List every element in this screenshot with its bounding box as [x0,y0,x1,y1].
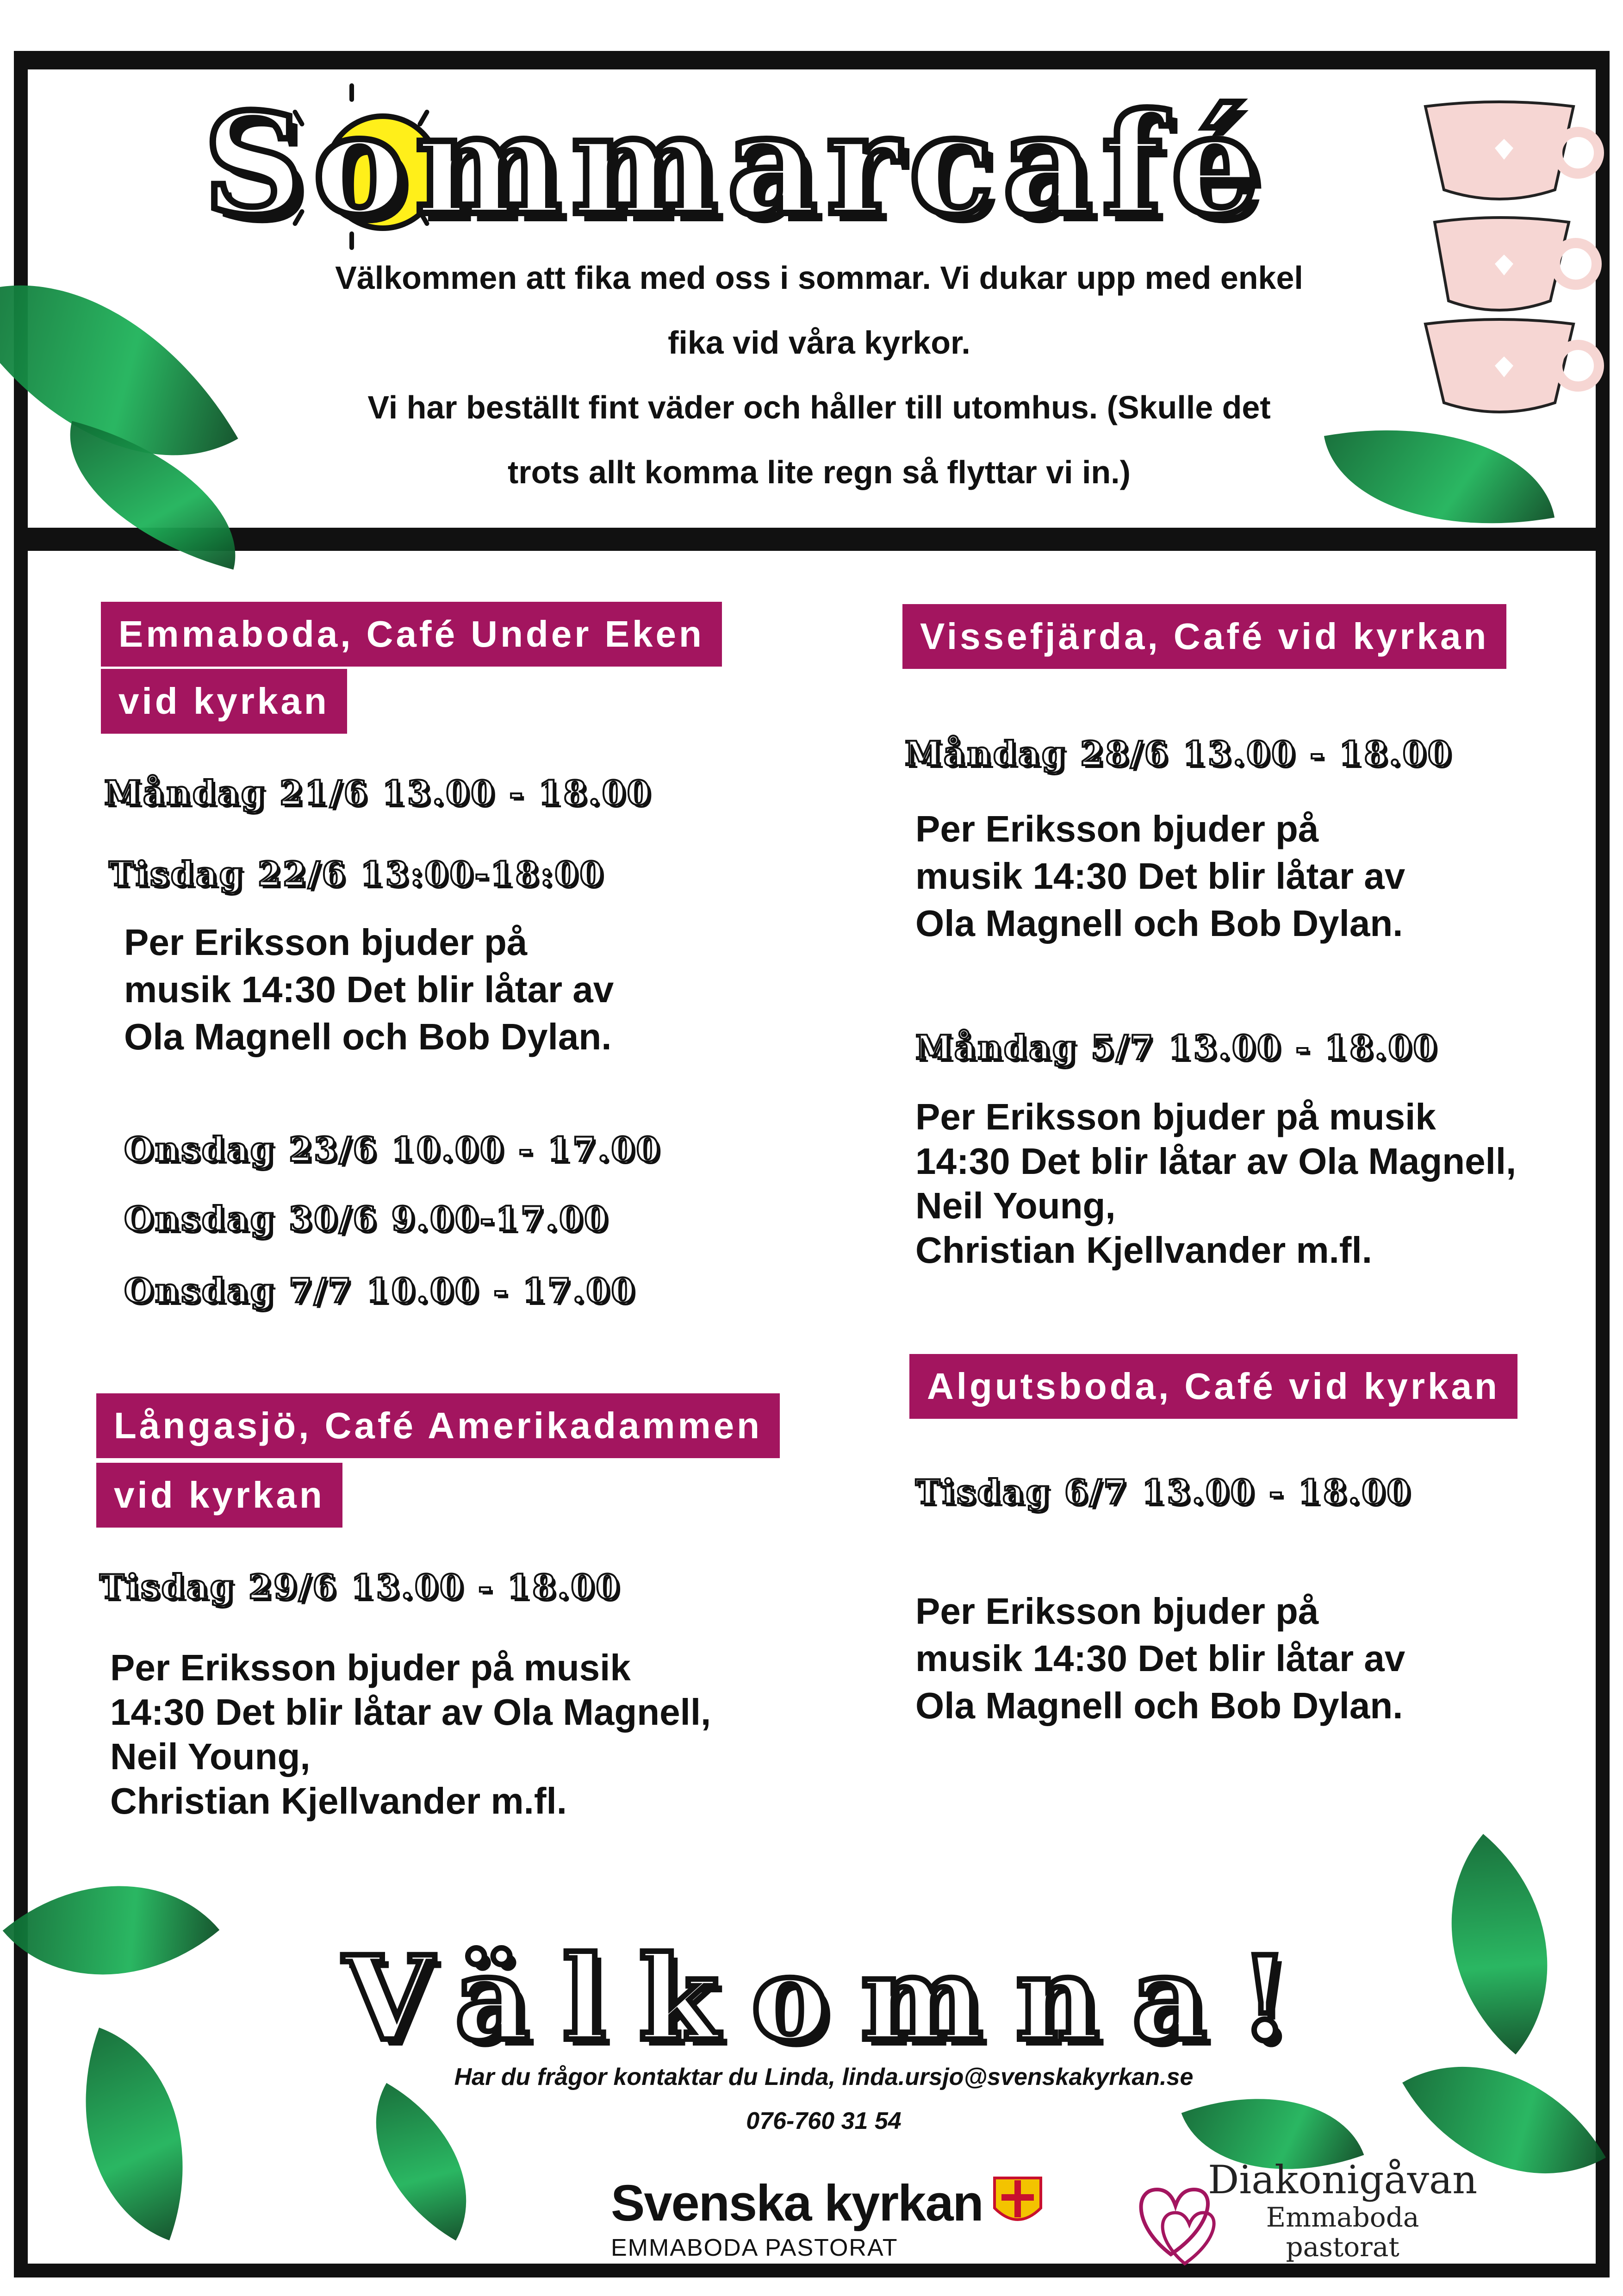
vissefjarda-date: Måndag 28/6 13.00 - 18.00 [905,734,1453,773]
diakonigavan-logo [1129,2157,1477,2268]
emmaboda-description [124,919,772,1061]
algutsboda-date: Tisdag 6/7 13.00 - 18.00 [915,1472,1412,1511]
desc-line: 14:30 Det blir låtar av Ola Magnell, [110,1691,711,1733]
intro-line: Välkommen att fika med oss i sommar. Vi dukar upp med enkel [335,260,1303,296]
emmaboda-heading-line2: vid kyrkan [101,669,347,734]
intro-text [259,245,1379,505]
contact-phone: 076-760 31 54 [746,2108,902,2134]
desc-line: Per Eriksson bjuder på musik [915,1096,1436,1137]
page-title: Sommarcafé [204,82,1269,246]
logo-name: Diakonigåvan [1208,2157,1478,2202]
svenska-kyrkan-logo [611,2176,1043,2262]
langasjo-description [110,1646,758,1823]
desc-line: Ola Magnell och Bob Dylan. [915,1685,1403,1726]
leaf-decoration-bottom-left [3,1823,220,2037]
welcome-heading: Välkomna! [343,1930,1323,2066]
algutsboda-description [915,1588,1563,1729]
contact-line: Har du frågor kontaktar du Linda, linda.ursjo@svenskakyrkan.se [454,2064,1194,2090]
desc-line: musik 14:30 Det blir låtar av [124,969,614,1010]
logo-subtitle: Emmaboda [1266,2202,1419,2233]
vissefjarda-date: Måndag 5/7 13.00 - 18.00 [915,1028,1438,1067]
intro-line: Vi har beställt fint väder och håller till utomhus. (Skulle det [367,389,1271,425]
intro-line: trots allt komma lite regn så flyttar vi in.) [508,454,1131,490]
emmaboda-date: Onsdag 30/6 9.00-17.00 [124,1199,609,1238]
top-border [14,51,1610,69]
intro-line: fika vid våra kyrkor. [668,324,970,361]
desc-line: Ola Magnell och Bob Dylan. [124,1016,612,1057]
logo-name: Svenska kyrkan [611,2175,983,2232]
vissefjarda-heading: Vissefjärda, Café vid kyrkan [902,604,1506,669]
langasjo-heading: Långasjö, Café Amerikadammen [96,1393,780,1458]
contact-info [417,2055,1231,2143]
desc-line: Christian Kjellvander m.fl. [110,1780,567,1822]
crown-cross-icon [992,2176,1043,2231]
header-divider [14,528,1610,551]
algutsboda-heading: Algutsboda, Café vid kyrkan [909,1354,1517,1419]
desc-line: Neil Young, [915,1185,1116,1226]
desc-line: Per Eriksson bjuder på [124,922,528,963]
desc-line: musik 14:30 Det blir låtar av [915,855,1405,897]
emmaboda-date: Onsdag 23/6 10.00 - 17.00 [124,1129,661,1169]
desc-line: Neil Young, [110,1736,311,1777]
emmaboda-date: Onsdag 7/7 10.00 - 17.00 [124,1271,636,1310]
leaf-decoration-bottom-left-2 [39,2028,230,2240]
vissefjarda-description [915,1095,1563,1273]
vissefjarda-description [915,805,1563,947]
emmaboda-date: Måndag 21/6 13.00 - 18.00 [104,773,652,812]
desc-line: 14:30 Det blir låtar av Ola Magnell, [915,1141,1517,1182]
emmaboda-date: Tisdag 22/6 13:00-18:00 [109,854,605,893]
desc-line: Christian Kjellvander m.fl. [915,1229,1372,1271]
desc-line: musik 14:30 Det blir låtar av [915,1638,1405,1679]
desc-line: Per Eriksson bjuder på musik [110,1647,631,1688]
emmaboda-heading: Emmaboda, Café Under Eken [101,602,722,667]
desc-line: Ola Magnell och Bob Dylan. [915,903,1403,944]
desc-line: Per Eriksson bjuder på [915,808,1319,849]
desc-line: Per Eriksson bjuder på [915,1591,1319,1632]
teacup-icon [1416,97,1611,440]
langasjo-heading-line2: vid kyrkan [96,1463,342,1528]
leaf-decoration-bottom-right [1388,1834,1611,2055]
langasjo-date: Tisdag 29/6 13.00 - 18.00 [99,1567,621,1606]
logo-subtitle: pastorat [1286,2231,1399,2263]
logo-subtitle: EMMABODA PASTORAT [611,2234,898,2261]
